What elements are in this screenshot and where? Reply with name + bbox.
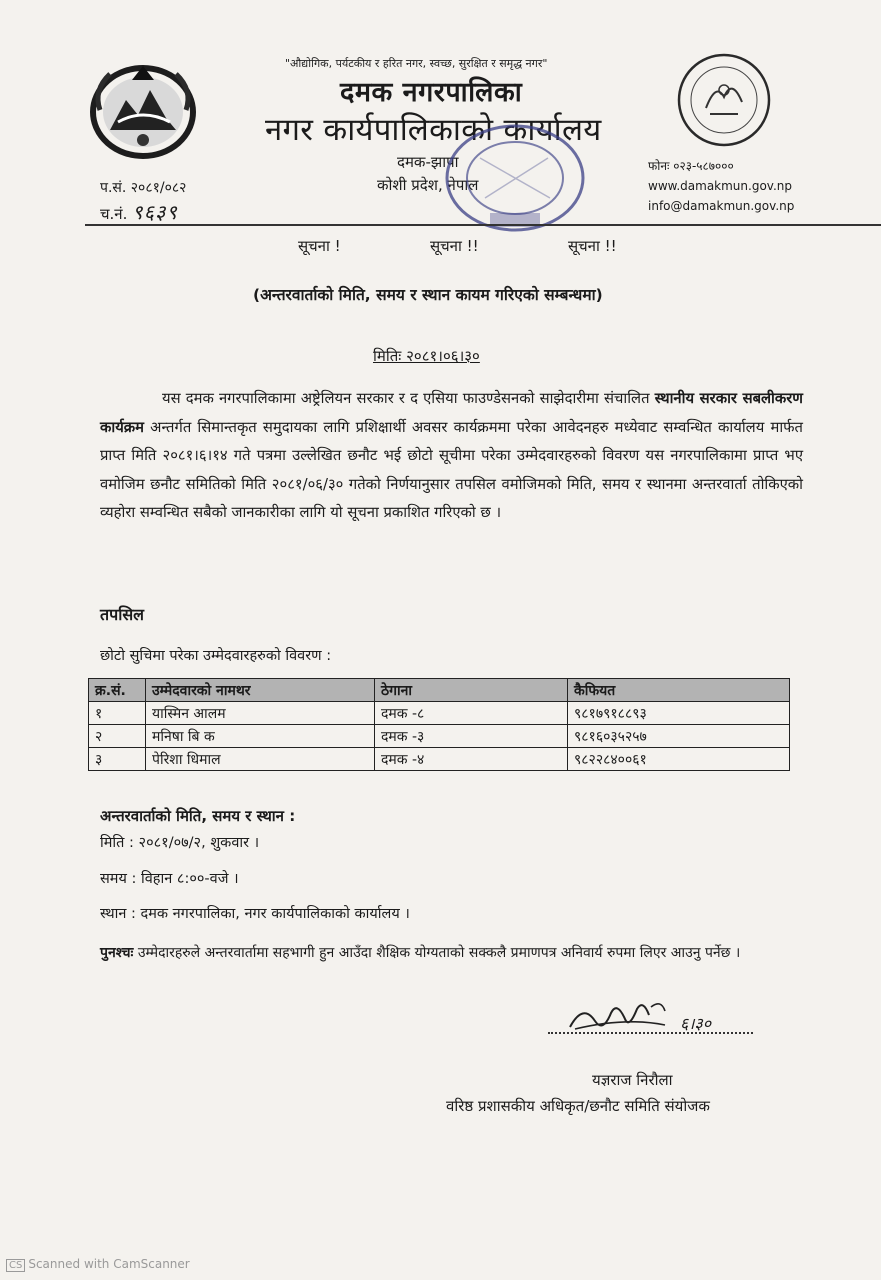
tapasil-heading: तपसिल <box>100 605 145 624</box>
header-name: उम्मेदवारको नामथर <box>146 679 375 702</box>
table-row <box>89 702 790 725</box>
notice-subject: (अन्तरवार्ताको मिति, समय र स्थान कायम गरिएको सम्बन्धमा) <box>253 286 603 304</box>
cell-name: यास्मिन आलम <box>146 702 375 725</box>
notice-word-2: सूचना !! <box>430 237 479 255</box>
notice-body-paragraph <box>100 385 803 528</box>
reference-number: प.सं. २०८१/०८२ <box>100 180 187 196</box>
nepal-emblem-logo <box>88 60 198 160</box>
contact-block <box>648 156 794 216</box>
cell-name: मनिषा बि क <box>146 725 375 748</box>
address-line-1: दमक-झापा <box>397 153 459 171</box>
signatory-title: वरिष्ठ प्रशासकीय अधिकृत/छनौट समिति संयोजक <box>446 1097 710 1115</box>
header-address: ठेगाना <box>375 679 568 702</box>
cell-remarks: ९८१७९१८८९३ <box>568 702 790 725</box>
interview-date: मिति : २०८१/०७/२, शुकवार । <box>100 835 260 851</box>
interview-heading: अन्तरवार्ताको मिति, समय र स्थान : <box>100 807 296 825</box>
office-name: नगर कार्यपालिकाको कार्यालय <box>265 112 602 148</box>
cell-remarks: ९८२२८४००६१ <box>568 748 790 771</box>
shortlist-label: छोटो सुचिमा परेका उम्मेदवारहरुको विवरण : <box>100 648 332 664</box>
slogan: "औद्योगिक, पर्यटकीय र हरित नगर, स्वच्छ, सुरक्षित र समृद्ध नगर" <box>285 57 548 70</box>
watermark-text: Scanned with CamScanner <box>28 1257 190 1271</box>
table-header-row <box>89 679 790 702</box>
interview-time: समय : विहान ८:००-वजे । <box>100 871 239 887</box>
para-end: अन्तर्गत सिमान्तकृत समुदायका लागि प्रशिक्षार्थी अवसर कार्यक्रममा परेका आवेदनहरु मध्येवाट सम्वन्धित कार्यालय मार्फत प्राप्त मिति २०८१।६।१४ गते पत्रमा उल्लेखित छनौट भई छोटो सूचीमा परेका उम्मेदवारहरुको विवरण यस नगरपालिकामा प्राप्त भए वमोजिम छनौट समितिको मिति २०८१/०६/३० गतेको निर्णयानुसार तपसिल वमोजिमको मिति, समय र स्थानमा अन्तरवार्ता तोकिएको व्यहोरा सम्वन्धित सबैको जानकारीका लागि यो सूचना प्रकाशित गरिएको छ । <box>100 418 803 521</box>
cell-address: दमक -४ <box>375 748 568 771</box>
damak-municipality-seal <box>676 52 772 148</box>
header-serial: क्र.सं. <box>89 679 146 702</box>
cell-address: दमक -३ <box>375 725 568 748</box>
interview-place: स्थान : दमक नगरपालिका, नगर कार्यपालिकाको कार्यालय । <box>100 906 410 922</box>
website-link[interactable]: www.damakmun.gov.np <box>648 179 792 193</box>
signature-date: ६।३० <box>680 1014 712 1033</box>
program-name: स्थानीय सरकार सबलीकरण कार्यक्रम <box>100 390 803 436</box>
postscript-label: पुनश्चः <box>100 945 134 961</box>
cell-serial: ३ <box>89 748 146 771</box>
office-round-stamp <box>440 118 590 238</box>
notice-date: मितिः २०८१।०६।३० <box>373 347 480 365</box>
notice-word-1: सूचना ! <box>298 237 341 255</box>
municipality-name: दमक नगरपालिका <box>340 77 523 108</box>
cell-remarks: ९८१६०३५२५७ <box>568 725 790 748</box>
cell-name: पेरिशा धिमाल <box>146 748 375 771</box>
cell-serial: २ <box>89 725 146 748</box>
postscript-note <box>100 940 805 966</box>
table-row <box>89 748 790 771</box>
header-remarks: कैफियत <box>568 679 790 702</box>
cell-serial: १ <box>89 702 146 725</box>
address-line-2: कोशी प्रदेश, नेपाल <box>377 176 479 194</box>
header-divider <box>85 224 881 226</box>
postscript-text: उम्मेदारहरुले अन्तरवार्तामा सहभागी हुन आउँदा शैक्षिक योग्यताको सक्कलै प्रमाणपत्र अनिवार्य रुपमा लिएर आउनु पर्नेछ । <box>133 945 741 961</box>
dispatch-number-label: च.नं. <box>100 205 128 223</box>
email-address[interactable]: info@damakmun.gov.np <box>648 199 795 213</box>
phone-number: फोनः ०२३-५८७००० <box>648 159 734 173</box>
signatory-name: यज्ञराज निरौला <box>592 1071 673 1089</box>
dispatch-number <box>100 198 178 225</box>
para-start: यस दमक नगरपालिकामा अष्ट्रेलियन सरकार र द एसिया फाउण्डेसनको साझेदारीमा संचालित <box>162 390 655 407</box>
scanner-watermark <box>6 1257 190 1272</box>
notice-word-3: सूचना !! <box>568 237 617 255</box>
candidate-table <box>88 678 790 771</box>
signature-line <box>548 1032 753 1034</box>
dispatch-number-value: ९६३९ <box>132 200 178 224</box>
table-row <box>89 725 790 748</box>
camscanner-badge: CS <box>6 1259 25 1272</box>
cell-address: दमक -८ <box>375 702 568 725</box>
